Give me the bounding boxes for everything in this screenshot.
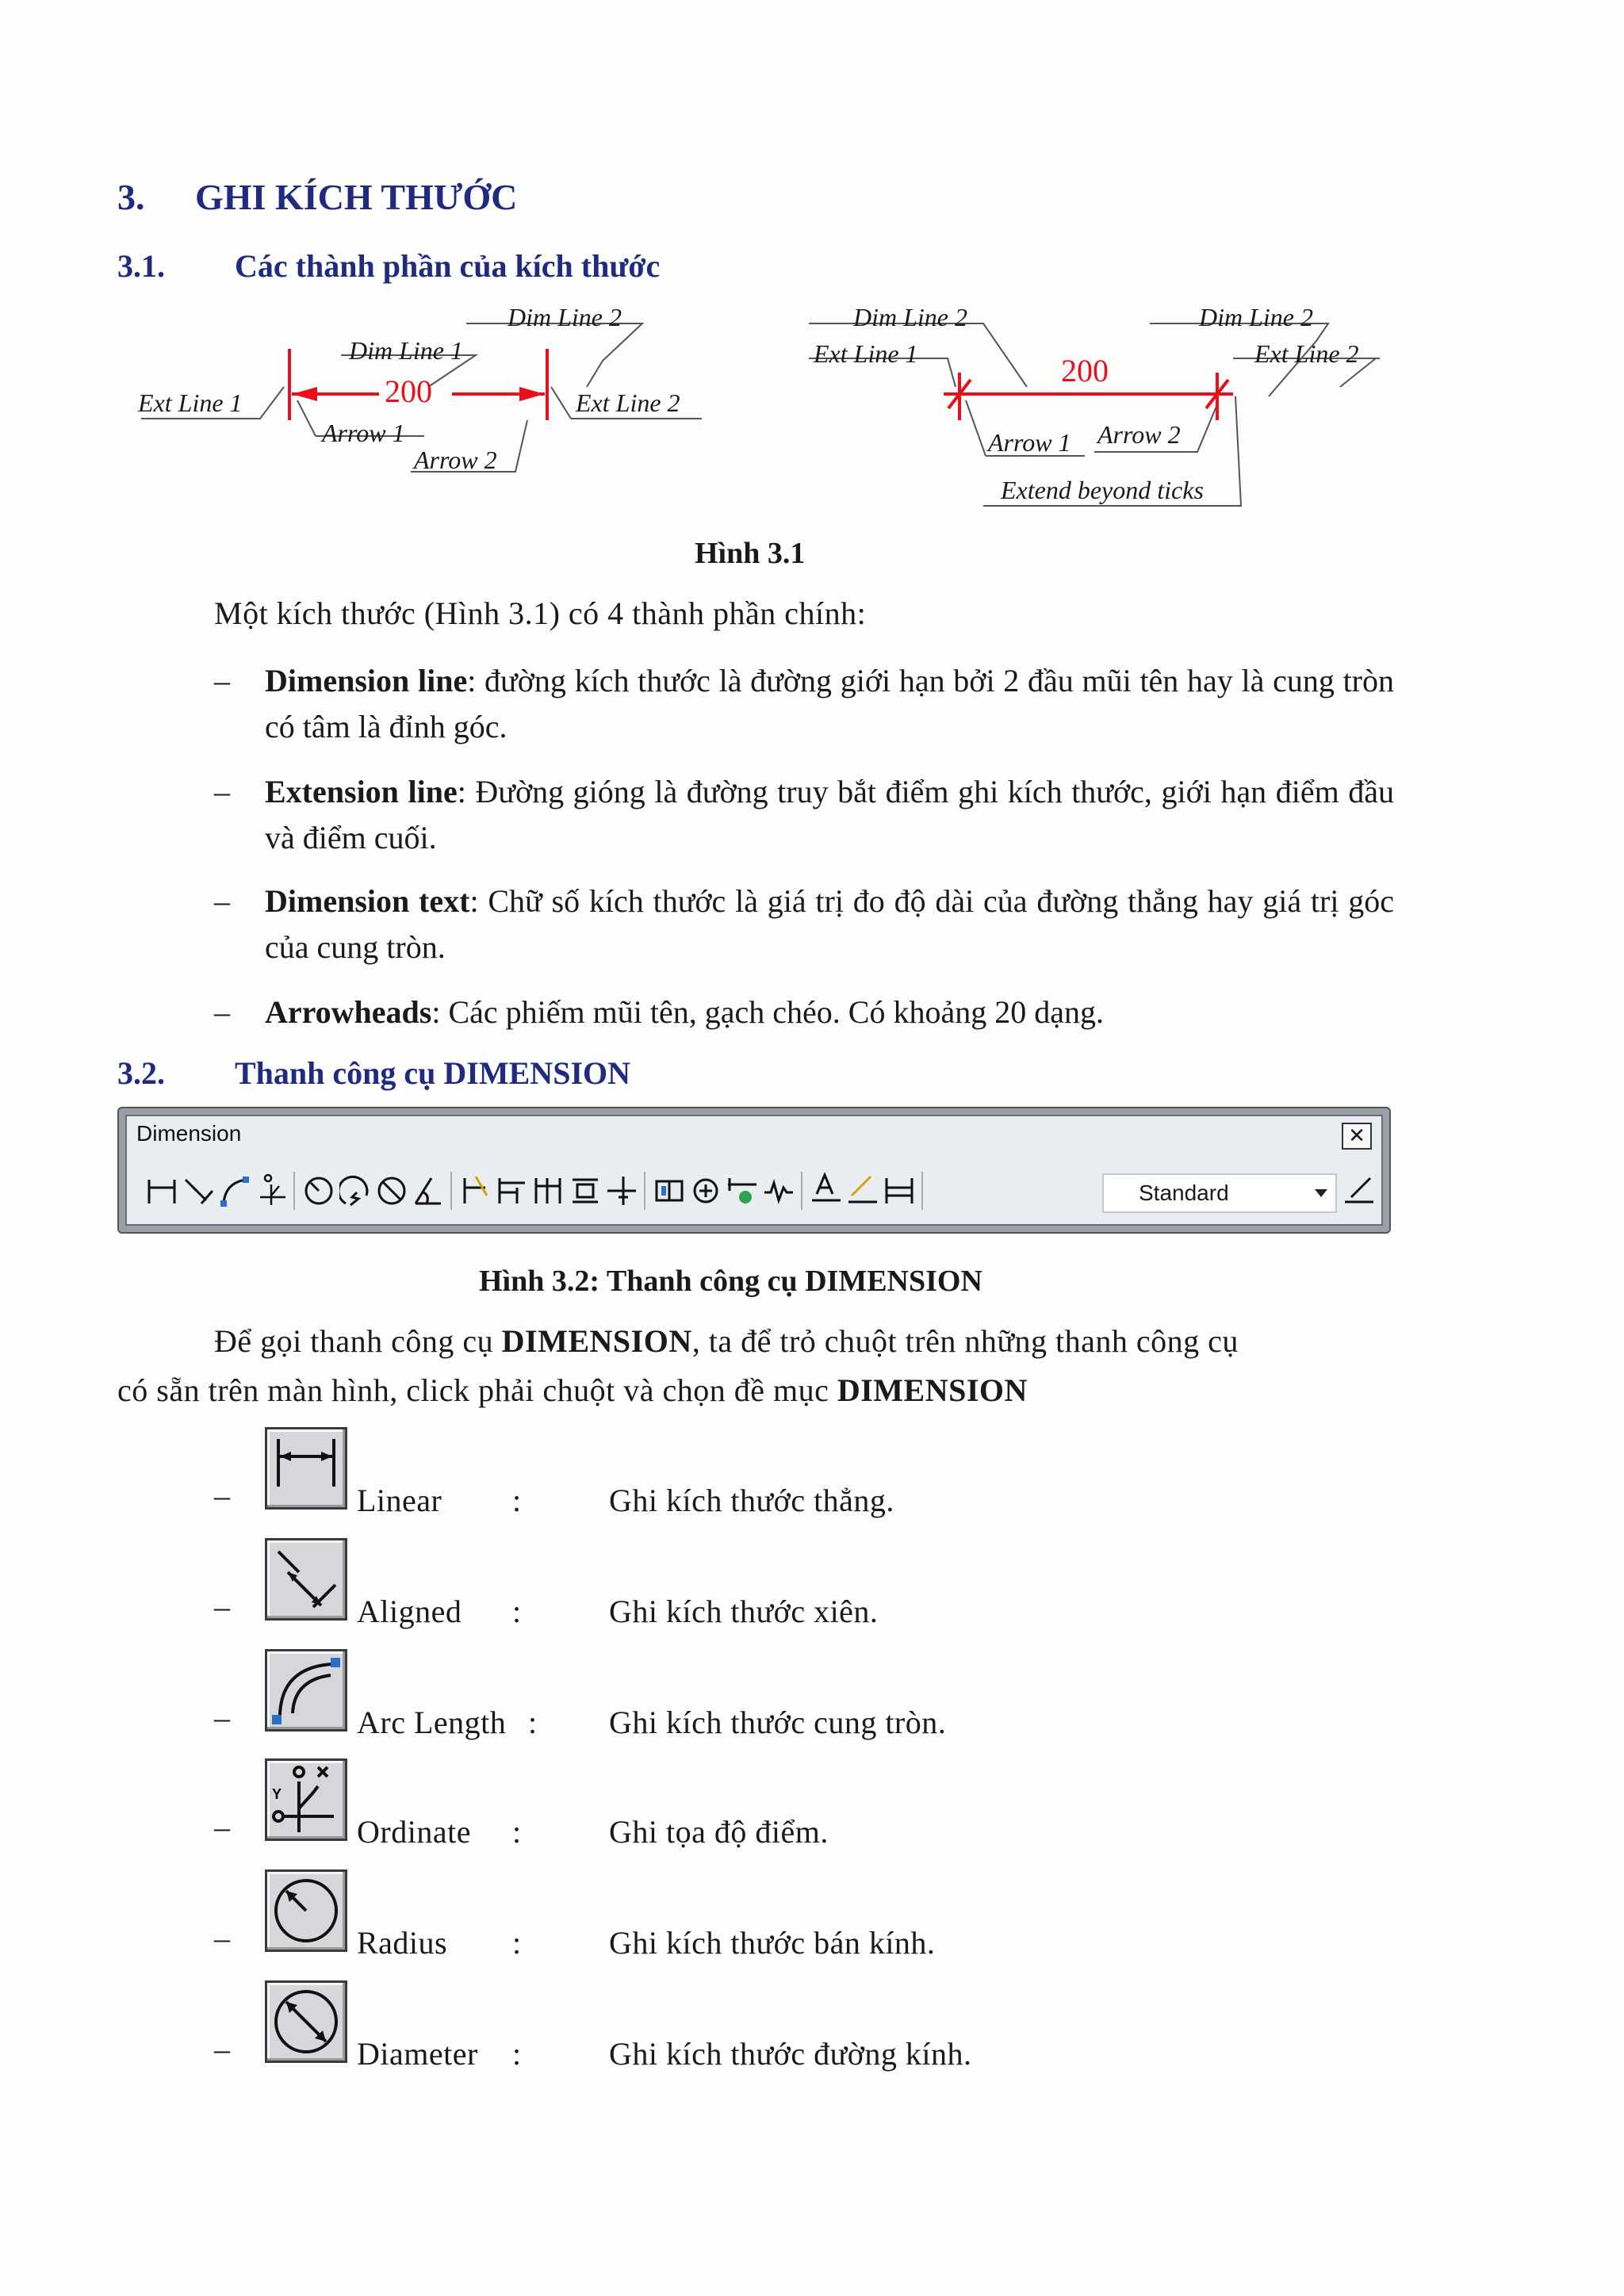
arc-length-icon[interactable] (219, 1172, 251, 1208)
center-mark-icon[interactable] (653, 1172, 685, 1208)
item-name: Linear (357, 1483, 442, 1518)
continue-icon[interactable] (533, 1172, 565, 1208)
bullet-dimension-text (214, 878, 1394, 970)
subsection-title: Các thành phần của kích thước (235, 248, 661, 284)
subsection-number: 3.1. (117, 248, 165, 284)
bullet-text: : Chữ số kích thước là giá trị đo độ dài của đường thẳng hay giá trị góc của cung tròn. (265, 883, 1395, 965)
list-item-aligned: – Aligned : Ghi kích thước xiên. (214, 1538, 1324, 1633)
linear-icon[interactable] (146, 1172, 178, 1208)
label-dim-line-1: Dim Line 1 (349, 336, 463, 365)
diameter-icon (265, 1980, 347, 2063)
bullet-extension-line (214, 769, 1394, 861)
toolbar-separator (644, 1172, 645, 1210)
bullet-arrowheads (214, 989, 1394, 1035)
bullet-dash: – (214, 774, 230, 809)
radius-icon[interactable] (303, 1172, 335, 1208)
section-title: GHI KÍCH THƯỚC (195, 177, 518, 217)
label-ext-line-2: Ext Line 2 (576, 388, 680, 417)
label-extend-beyond-ticks: Extend beyond ticks (1001, 476, 1204, 504)
item-name: Arc Length (357, 1705, 507, 1740)
label-ext-line-2-right: Ext Line 2 (1254, 339, 1359, 368)
radius-icon (265, 1869, 347, 1952)
label-dim-line-2: Dim Line 2 (508, 303, 622, 331)
label-arrow-2: Arrow 2 (414, 446, 497, 474)
paragraph-line-2: có sẵn trên màn hình, click phải chuột và chọn đề mục DIMENSION (117, 1372, 1028, 1408)
list-item-linear: – Linear : Ghi kích thước thẳng. (214, 1427, 1324, 1522)
arc-length-icon (265, 1649, 347, 1732)
toolbar-separator (450, 1172, 452, 1210)
section-number: 3. (117, 177, 145, 217)
dimension-style-icon[interactable] (883, 1172, 915, 1208)
item-description: Ghi tọa độ điểm. (609, 1814, 829, 1850)
bullet-text: : Đường gióng là đường truy bắt điểm ghi kích thước, giới hạn điểm đầu và điểm cuối. (265, 774, 1394, 855)
label-arrow-1-right: Arrow 1 (988, 428, 1071, 457)
subsection-title: Thanh công cụ DIMENSION (235, 1055, 631, 1091)
aligned-icon[interactable] (182, 1172, 214, 1208)
label-arrow-2-right: Arrow 2 (1097, 420, 1181, 449)
bullet-dash: – (214, 663, 230, 698)
bullet-text: : đường kích thước là đường giới hạn bởi 2 đầu mũi tên hay là cung tròn có tâm là đỉnh góc. (265, 663, 1394, 744)
item-name: Radius (357, 1925, 448, 1961)
bullet-term: Dimension text (265, 883, 470, 919)
subsection-number: 3.2. (117, 1055, 165, 1091)
item-name: Ordinate (357, 1814, 471, 1850)
ordinate-icon (265, 1758, 347, 1841)
item-description: Ghi kích thước bán kính. (609, 1925, 936, 1961)
diameter-icon[interactable] (376, 1172, 408, 1208)
chevron-down-icon[interactable] (1315, 1189, 1327, 1197)
left-dimension-value: 200 (385, 373, 432, 409)
toolbar-separator (293, 1172, 295, 1210)
label-arrow-1: Arrow 1 (322, 419, 405, 447)
right-dimension-value: 200 (1061, 353, 1109, 388)
bullet-text: : Các phiếm mũi tên, gạch chéo. Có khoảng 20 dạng. (431, 994, 1104, 1030)
jogged-icon[interactable] (339, 1172, 371, 1208)
list-item-ordinate: – Y Ordinate : Ghi tọa độ điểm. (214, 1758, 1324, 1854)
paragraph-line-1: Để gọi thanh công cụ DIMENSION, ta để trỏ chuột trên những thanh công cụ (214, 1323, 1239, 1359)
list-item-arc-length: – Arc Length : Ghi kích thước cung tròn. (214, 1649, 1324, 1744)
svg-text:Y: Y (272, 1786, 282, 1802)
dimension-style-manager-icon[interactable] (1343, 1172, 1375, 1208)
toolbar-body (125, 1115, 1383, 1226)
jogged-linear-icon[interactable] (726, 1172, 758, 1208)
quick-dimension-icon[interactable] (460, 1172, 492, 1208)
dimension-style-select[interactable] (1102, 1173, 1337, 1213)
item-description: Ghi kích thước cung tròn. (609, 1705, 947, 1740)
item-description: Ghi kích thước xiên. (609, 1594, 879, 1629)
bullet-dash: – (214, 883, 230, 919)
list-item-diameter: – Diameter : Ghi kích thước đường kính. (214, 1980, 1324, 2076)
linear-icon (265, 1427, 347, 1510)
bullet-dimension-line (214, 658, 1394, 750)
toolbar-title: Dimension (136, 1121, 242, 1146)
item-name: Aligned (357, 1594, 462, 1629)
aligned-icon (265, 1538, 347, 1621)
quick-leader-icon[interactable] (569, 1172, 601, 1208)
close-icon[interactable]: ✕ (1342, 1123, 1372, 1150)
dimension-update-icon[interactable] (847, 1172, 879, 1208)
toolbar-buttons (141, 1167, 1367, 1215)
dimension-style-value: Standard (1139, 1181, 1229, 1205)
tolerance-icon[interactable] (606, 1172, 638, 1208)
item-description: Ghi kích thước thẳng. (609, 1483, 894, 1518)
label-dim-line-2-right: Dim Line 2 (1199, 303, 1313, 331)
ordinate-icon[interactable] (255, 1172, 287, 1208)
item-description: Ghi kích thước đường kính. (609, 2036, 972, 2072)
label-ext-line-1: Ext Line 1 (138, 388, 243, 417)
dimension-edit-icon[interactable] (763, 1172, 795, 1208)
label-dim-line-2-left: Dim Line 2 (853, 303, 967, 331)
inspection-icon[interactable] (690, 1172, 722, 1208)
label-ext-line-1-right: Ext Line 1 (814, 339, 918, 368)
angular-icon[interactable] (412, 1172, 444, 1208)
figure-caption: Hình 3.1 (695, 537, 806, 570)
dimension-text-edit-icon[interactable] (810, 1172, 842, 1208)
toolbar-separator (921, 1172, 923, 1210)
list-item-radius: – Radius : Ghi kích thước bán kính. (214, 1869, 1324, 1965)
dimension-toolbar (117, 1107, 1391, 1234)
toolbar-separator (801, 1172, 802, 1210)
bullet-dash: – (214, 994, 230, 1030)
baseline-icon[interactable] (496, 1172, 528, 1208)
intro-paragraph: Một kích thước (Hình 3.1) có 4 thành phần chính: (214, 595, 867, 631)
bullet-term: Dimension line (265, 663, 468, 698)
bullet-term: Extension line (265, 774, 458, 809)
bullet-term: Arrowheads (265, 994, 432, 1030)
item-name: Diameter (357, 2036, 478, 2072)
toolbar-figure-caption: Hình 3.2: Thanh công cụ DIMENSION (479, 1265, 982, 1298)
